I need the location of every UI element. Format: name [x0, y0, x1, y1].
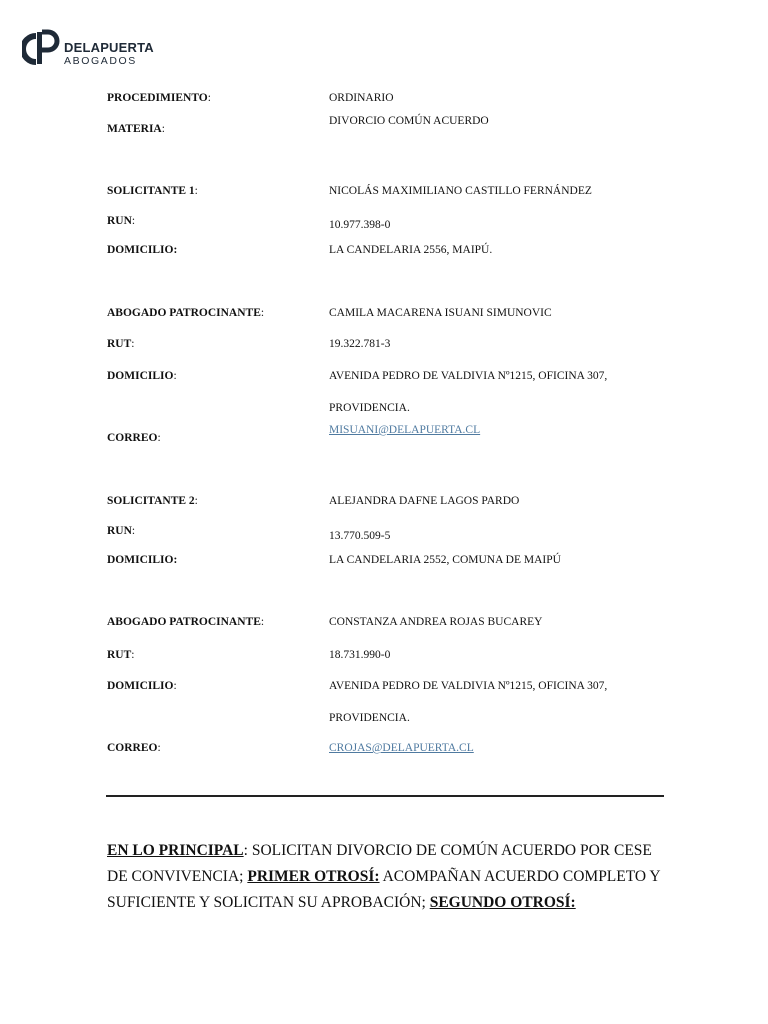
solicitante2-run: 13.770.509-5	[329, 530, 391, 542]
solicitante2-domicilio: LA CANDELARIA 2552, COMUNA DE MAIPÚ	[329, 554, 561, 566]
abogado2-email-link[interactable]: CROJAS@DELAPUERTA.CL	[329, 742, 474, 754]
section-divider	[106, 795, 664, 797]
procedimiento-label: PROCEDIMIENTO:	[107, 92, 211, 104]
primer-otrosi-label: PRIMER OTROSÍ:	[247, 868, 380, 885]
abogado1-correo-label: CORREO:	[107, 432, 161, 444]
firm-name: DELAPUERTA	[64, 40, 154, 55]
solicitante1-label: SOLICITANTE 1:	[107, 185, 198, 197]
solicitante2-run-label: RUN:	[107, 525, 136, 537]
solicitante2-domicilio-label: DOMICILIO:	[107, 554, 178, 566]
abogado1-label: ABOGADO PATROCINANTE:	[107, 307, 265, 319]
abogado1-domicilio-label: DOMICILIO:	[107, 370, 177, 382]
summary-paragraph	[107, 838, 667, 916]
solicitante1-run-label: RUN:	[107, 215, 136, 227]
solicitante2-label: SOLICITANTE 2:	[107, 495, 198, 507]
abogado2-rut-label: RUT:	[107, 649, 135, 661]
principal-label: EN LO PRINCIPAL	[107, 842, 244, 859]
segundo-otrosi-label: SEGUNDO OTROSÍ:	[429, 894, 576, 911]
abogado2-domicilio-label: DOMICILIO:	[107, 680, 177, 692]
primer-otrosi-text: ACOMPAÑAN ACUERDO COMPLETO Y SUFICIENTE Y SOLICITAN SU APROBACIÓN;	[107, 868, 661, 911]
abogado2-domicilio-line1: AVENIDA PEDRO DE VALDIVIA Nº1215, OFICINA 307,	[329, 680, 608, 692]
abogado2-rut: 18.731.990-0	[329, 649, 391, 661]
abogado2-name: CONSTANZA ANDREA ROJAS BUCAREY	[329, 616, 543, 628]
abogado2-correo-label: CORREO:	[107, 742, 161, 754]
abogado1-rut: 19.322.781-3	[329, 338, 391, 350]
firm-subtitle: ABOGADOS	[64, 55, 137, 67]
solicitante1-domicilio: LA CANDELARIA 2556, MAIPÚ.	[329, 244, 493, 256]
abogado1-email-link[interactable]: MISUANI@DELAPUERTA.CL	[329, 424, 481, 436]
firm-logo-icon	[22, 28, 62, 68]
abogado2-label: ABOGADO PATROCINANTE:	[107, 616, 265, 628]
abogado1-name: CAMILA MACARENA ISUANI SIMUNOVIC	[329, 307, 552, 319]
principal-text: : SOLICITAN DIVORCIO DE COMÚN ACUERDO POR CESE DE CONVIVENCIA;	[107, 842, 652, 885]
procedimiento-value: ORDINARIO	[329, 92, 394, 104]
abogado1-domicilio-line1: AVENIDA PEDRO DE VALDIVIA Nº1215, OFICINA 307,	[329, 370, 608, 382]
abogado2-domicilio-line2: PROVIDENCIA.	[329, 712, 410, 724]
solicitante1-name: NICOLÁS MAXIMILIANO CASTILLO FERNÁNDEZ	[329, 185, 592, 197]
abogado1-domicilio-line2: PROVIDENCIA.	[329, 402, 410, 414]
firm-logo	[22, 28, 152, 68]
solicitante2-name: ALEJANDRA DAFNE LAGOS PARDO	[329, 495, 520, 507]
abogado1-rut-label: RUT:	[107, 338, 135, 350]
solicitante1-domicilio-label: DOMICILIO:	[107, 244, 178, 256]
solicitante1-run: 10.977.398-0	[329, 219, 391, 231]
materia-label: MATERIA:	[107, 123, 165, 135]
materia-value: DIVORCIO COMÚN ACUERDO	[329, 115, 489, 127]
